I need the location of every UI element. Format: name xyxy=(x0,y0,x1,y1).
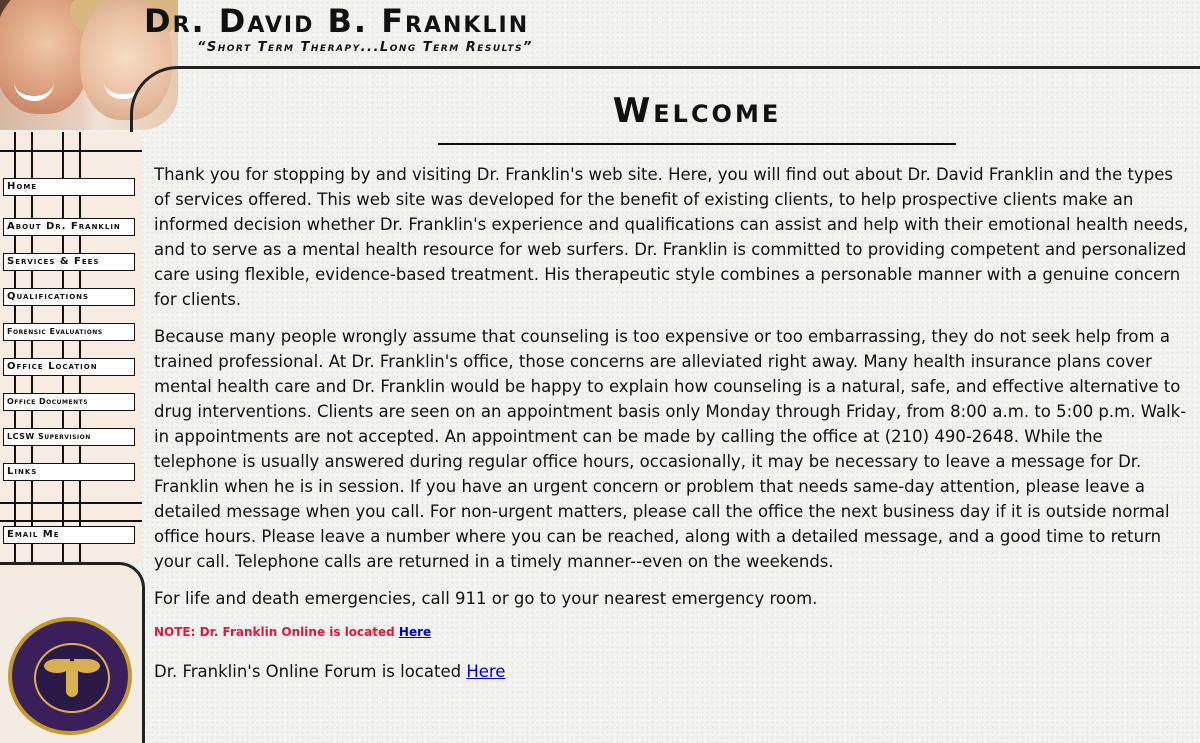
nav-about[interactable]: About Dr. Franklin xyxy=(3,218,135,236)
intro-paragraph: Thank you for stopping by and visiting Dr. Franklin's web site. Here, you will find out about Dr. David Franklin and the types of services offered. This web site was developed for the benefit of existing clients, to help prospective clients make an informed decision whether Dr. Franklin's experience and qualifications can assist and help with their emotional health needs, and to serve as a mental health resource for web surfers. Dr. Franklin is committed to providing competent and personalized care using flexible, evidence-based treatment. His therapeutic style combines a personable manner with a genuine concern for clients. xyxy=(154,165,1189,309)
online-here-link[interactable]: Here xyxy=(398,625,432,639)
forum-paragraph xyxy=(154,659,1190,684)
forum-text: Dr. Franklin's Online Forum is located xyxy=(154,662,467,681)
nav-email-me[interactable]: Email Me xyxy=(3,526,135,544)
forum-here-link[interactable]: Here xyxy=(466,662,506,681)
traumatic-stress-seal-logo xyxy=(8,617,132,735)
nav-office-documents[interactable]: Office Documents xyxy=(3,393,135,411)
main-content xyxy=(154,162,1190,696)
seal-emblem-icon xyxy=(34,643,110,713)
nav-home[interactable]: Home xyxy=(3,178,135,196)
nav-qualifications[interactable]: Qualifications xyxy=(3,288,135,306)
page-title: Welcome xyxy=(612,91,782,131)
counseling-paragraph: Because many people wrongly assume that counseling is too expensive or too embarrassing, they do not seek help from a trained professional. At Dr. Franklin's office, those concerns are alleviated right away. Many health insurance plans cover mental health care and Dr. Franklin would be happy to explain how counseling is a natural, safe, and effective alternative to drug interventions. Clients are seen on an appointment basis only Monday through Friday, from 8:00 a.m. to 5:00 p.m. Walk-in appointments are not accepted. An appointment can be made by calling the office at (210) 490-2648. While the telephone is usually answered during regular office hours, occasionally, it may be necessary to leave a message for Dr. Franklin when he is in session. If you have an urgent concern or problem that needs same-day attention, please leave a detailed message when you call. For non-urgent matters, please call the office the next business day if it is outside normal office hours. Please leave a number where you can be reached, along with a detailed message, and a good time to return your call. Telephone calls are returned in a timely manner--even on the weekends. xyxy=(154,327,1187,571)
online-note xyxy=(154,623,1190,641)
nav-lcsw-supervision[interactable]: LCSW Supervision xyxy=(3,428,135,446)
site-tagline: “Short Term Therapy...Long Term Results” xyxy=(197,40,533,55)
online-note-text: NOTE: Dr. Franklin Online is located xyxy=(154,625,399,639)
site-title: Dr. David B. Franklin xyxy=(144,2,530,40)
emergency-paragraph: For life and death emergencies, call 911 or go to your nearest emergency room. xyxy=(154,589,818,608)
title-underline xyxy=(438,143,956,145)
nav-links[interactable]: Links xyxy=(3,463,135,481)
sidebar-lattice xyxy=(0,132,142,562)
nav-office-location[interactable]: Office Location xyxy=(3,358,135,376)
nav-services-fees[interactable]: Services & Fees xyxy=(3,253,135,271)
nav-forensic-evaluations[interactable]: Forensic Evaluations xyxy=(3,323,135,341)
